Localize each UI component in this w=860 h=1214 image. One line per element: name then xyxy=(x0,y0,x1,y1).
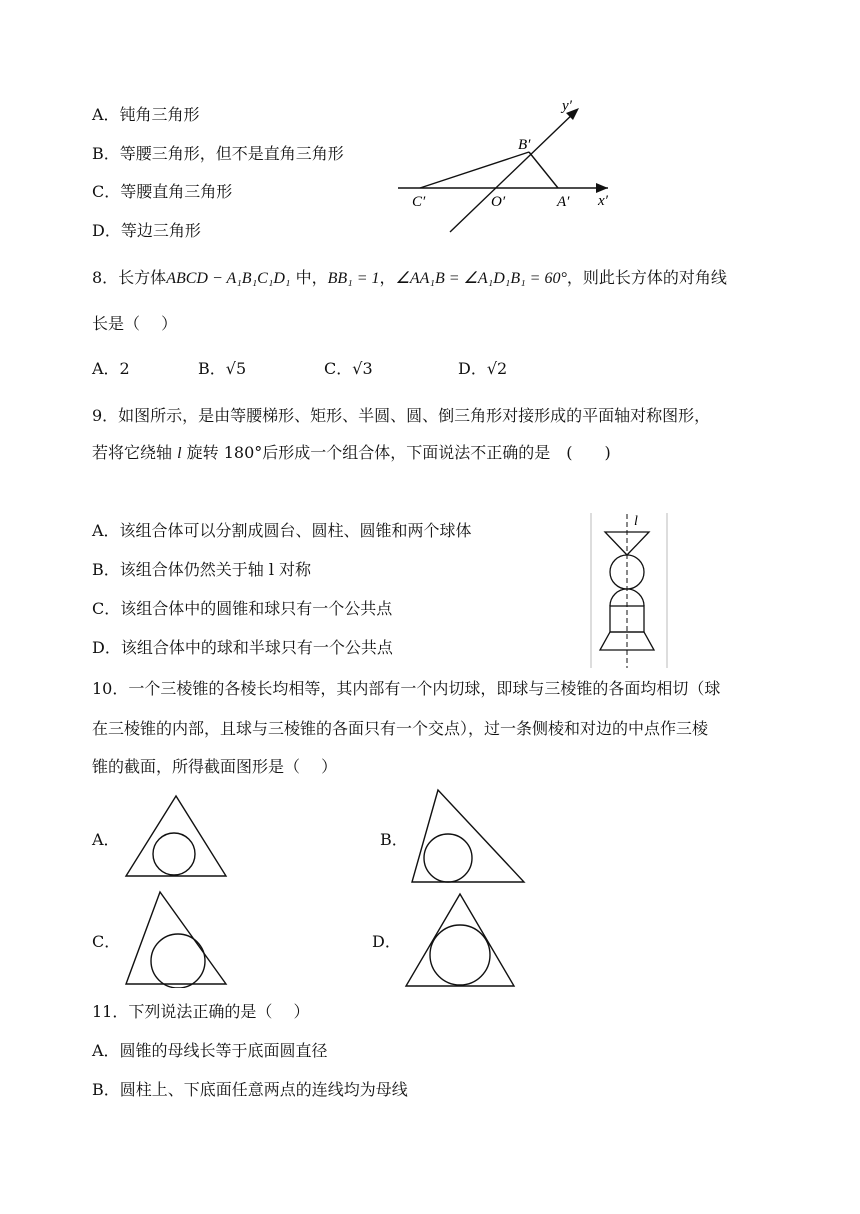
q10-figure-a xyxy=(120,790,240,882)
q8-stem-eq1: BB₁ = 1 xyxy=(327,270,380,287)
q8-option-c: C．√3 xyxy=(324,359,373,378)
q9-figure-axis-label: l xyxy=(634,514,638,529)
q11-option-a: A．圆锥的母线长等于底面圆直径 xyxy=(92,1041,328,1060)
q8-option-d: D．√2 xyxy=(458,359,508,378)
q10-option-a: A． xyxy=(92,830,120,849)
q10-stem-line2: 在三棱锥的内部，且球与三棱锥的各面只有一个交点），过一条侧棱和对边的中点作三棱 xyxy=(92,719,709,738)
q7-option-b: B．等腰三角形，但不是直角三角形 xyxy=(92,144,344,163)
q8-stem-post: ，则此长方体的对角线 xyxy=(566,268,727,287)
q8-stem-eq2: ∠AA₁B = ∠A₁D₁B₁ = 60° xyxy=(395,270,567,287)
q9-stem-line2-post: 旋转 180°后形成一个组合体，下面说法不正确的是 ( ) xyxy=(181,443,611,462)
q9-option-a: A．该组合体可以分割成圆台、圆柱、圆锥和两个球体 xyxy=(92,521,472,540)
q9-axis-name: l xyxy=(177,445,182,462)
q11-stem: 11．下列说法正确的是（ ） xyxy=(92,1002,310,1021)
q8-stem-line1 xyxy=(92,267,727,290)
q11-option-b: B．圆柱上、下底面任意两点的连线均为母线 xyxy=(92,1080,408,1099)
q10-stem-line1: 10．一个三棱锥的各棱长均相等，其内部有一个内切球，即球与三棱锥的各面均相切（球 xyxy=(92,679,721,698)
q10-option-c: C． xyxy=(92,932,121,951)
q10-stem-line3: 锥的截面，所得截面图形是（ ） xyxy=(92,757,338,776)
q9-option-d: D．该组合体中的球和半球只有一个公共点 xyxy=(92,638,393,657)
q8-stem-line2: 长是（ ） xyxy=(92,314,178,333)
q10-figure-d xyxy=(402,890,520,990)
q10-option-b: B． xyxy=(380,830,408,849)
q9-option-c: C．该组合体中的圆锥和球只有一个公共点 xyxy=(92,599,393,618)
q7-oblique-triangle-figure xyxy=(390,90,630,240)
q8-stem-solid: ABCD − A₁B₁C₁D₁ xyxy=(166,270,291,287)
q7-option-c: C．等腰直角三角形 xyxy=(92,182,233,201)
q8-stem-pre: 8．长方体 xyxy=(92,268,167,287)
q9-stem-line1: 9．如图所示，是由等腰梯形、矩形、半圆、圆、倒三角形对接形成的平面轴对称图形， xyxy=(92,406,711,425)
q7-label-o: O′ xyxy=(491,194,506,210)
q8-stem-mid: 中， xyxy=(290,268,328,287)
q10-figure-b xyxy=(404,786,528,886)
q9-stem-line2 xyxy=(92,442,611,465)
q8-option-b: B．√5 xyxy=(198,359,247,378)
q7-label-a: A′ xyxy=(557,194,570,210)
q10-figure-c xyxy=(120,888,232,988)
q8-stem-comma: ， xyxy=(379,268,396,287)
q7-label-c: C′ xyxy=(412,194,426,210)
q9-stem-line2-pre: 若将它绕轴 xyxy=(92,443,178,462)
q9-option-b: B．该组合体仍然关于轴 l 对称 xyxy=(92,560,312,579)
q7-label-y: y′ xyxy=(562,98,572,114)
q10-option-d: D． xyxy=(372,932,401,951)
q7-label-x: x′ xyxy=(598,193,608,209)
q7-label-b: B′ xyxy=(518,137,531,153)
q7-option-a: A．钝角三角形 xyxy=(92,105,200,124)
q9-axisymmetric-figure xyxy=(590,510,670,670)
q8-option-a: A．2 xyxy=(92,359,130,378)
q7-option-d: D．等边三角形 xyxy=(92,221,201,240)
